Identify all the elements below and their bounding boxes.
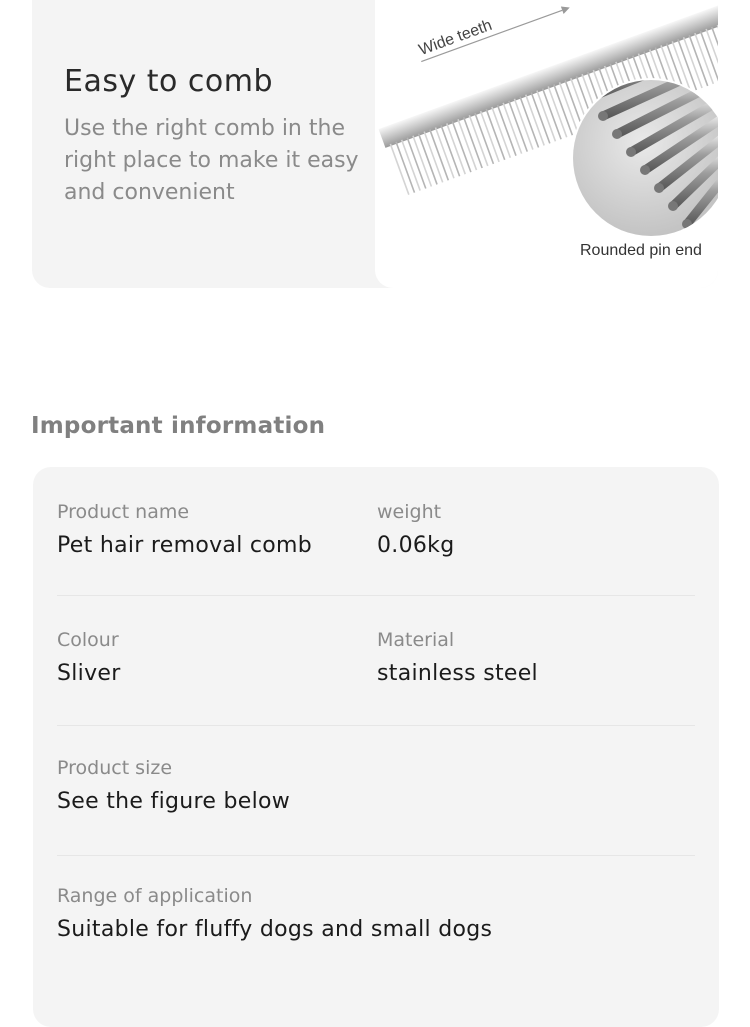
section-heading: Important information bbox=[31, 413, 326, 439]
product-size-label: Product size bbox=[57, 757, 173, 779]
colour-label: Colour bbox=[57, 629, 119, 651]
weight-label: weight bbox=[377, 501, 442, 523]
wide-teeth-annotation bbox=[415, 0, 571, 65]
range-label: Range of application bbox=[57, 885, 253, 907]
colour-field bbox=[57, 629, 121, 686]
weight-field bbox=[377, 501, 455, 558]
info-row bbox=[57, 757, 695, 856]
feature-card bbox=[32, 0, 718, 288]
feature-text bbox=[64, 64, 364, 209]
info-row bbox=[57, 885, 695, 985]
material-label: Material bbox=[377, 629, 455, 651]
zoom-pin-end bbox=[668, 201, 678, 211]
feature-title: Easy to comb bbox=[64, 64, 274, 99]
rounded-pin-label: Rounded pin end bbox=[580, 242, 702, 259]
comb-product-image bbox=[375, 0, 718, 288]
product-name-value: Pet hair removal comb bbox=[57, 533, 313, 558]
range-value: Suitable for fluffy dogs and small dogs bbox=[57, 917, 493, 942]
zoom-pin-end bbox=[612, 129, 622, 139]
zoom-pin-end bbox=[654, 183, 664, 193]
product-size-value: See the figure below bbox=[57, 789, 291, 814]
weight-value: 0.06kg bbox=[377, 533, 455, 558]
zoom-pin-end bbox=[640, 165, 650, 175]
zoom-pin-end bbox=[598, 111, 608, 121]
info-card bbox=[33, 467, 719, 1027]
info-row bbox=[57, 629, 695, 726]
product-size-field bbox=[57, 757, 290, 814]
zoom-pin-end bbox=[626, 147, 636, 157]
info-row bbox=[57, 501, 695, 596]
wide-teeth-label: Wide teeth bbox=[416, 16, 495, 60]
comb-illustration bbox=[375, 0, 718, 288]
material-value: stainless steel bbox=[377, 661, 538, 686]
feature-description: Use the right comb in the right place to make it easy and convenient bbox=[64, 116, 359, 205]
range-field bbox=[57, 885, 492, 942]
material-field bbox=[377, 629, 538, 686]
comb-tooth bbox=[717, 25, 718, 76]
product-name-label: Product name bbox=[57, 501, 190, 523]
colour-value: Sliver bbox=[57, 661, 121, 686]
product-name-field bbox=[57, 501, 312, 558]
